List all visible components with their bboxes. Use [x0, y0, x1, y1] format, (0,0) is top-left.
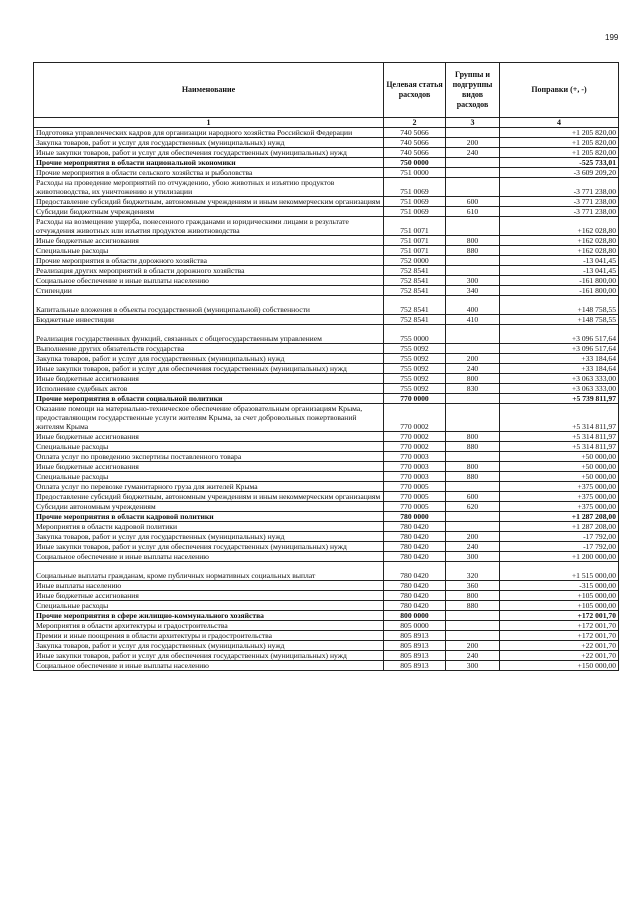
row-amendment-amount: +3 063 333,00 — [500, 374, 619, 384]
row-expense-group — [446, 128, 500, 138]
row-amendment-amount: +162 028,80 — [500, 217, 619, 236]
table-row — [34, 532, 619, 542]
row-name: Иные бюджетные ассигнования — [34, 462, 384, 472]
table-row — [34, 286, 619, 296]
row-amendment-amount: +172 001,70 — [500, 621, 619, 631]
row-name: Прочие мероприятия в области национальной экономики — [34, 158, 384, 168]
table-row — [34, 542, 619, 552]
row-amendment-amount: +105 000,00 — [500, 601, 619, 611]
row-target-article: 751 0071 — [384, 246, 446, 256]
row-target-article: 740 5066 — [384, 148, 446, 158]
row-target-article: 780 0420 — [384, 601, 446, 611]
row-amendment-amount: +162 028,80 — [500, 236, 619, 246]
row-name: Специальные расходы — [34, 442, 384, 452]
table-row — [34, 442, 619, 452]
row-target-article: 780 0420 — [384, 552, 446, 562]
row-name: Закупка товаров, работ и услуг для государственных (муниципальных) нужд — [34, 138, 384, 148]
row-target-article: 751 0071 — [384, 217, 446, 236]
row-name: Прочие мероприятия в области дорожного хозяйства — [34, 256, 384, 266]
row-name: Прочие мероприятия в области кадровой политики — [34, 512, 384, 522]
row-target-article: 780 0420 — [384, 581, 446, 591]
section-total-row — [34, 512, 619, 522]
row-target-article: 780 0420 — [384, 562, 446, 581]
row-name: Закупка товаров, работ и услуг для государственных (муниципальных) нужд — [34, 354, 384, 364]
table-row — [34, 178, 619, 197]
table-body — [34, 128, 619, 671]
row-target-article: 740 5066 — [384, 128, 446, 138]
row-name: Расходы на возмещение ущерба, понесенного гражданами и юридическими лицами в результате отчуждения животных или изъятия продуктов животноводства — [34, 217, 384, 236]
table-row — [34, 482, 619, 492]
row-amendment-amount: +22 001,70 — [500, 641, 619, 651]
row-expense-group: 300 — [446, 276, 500, 286]
table-row — [34, 168, 619, 178]
row-expense-group: 200 — [446, 641, 500, 651]
row-name: Реализация других мероприятий в области дорожного хозяйства — [34, 266, 384, 276]
row-expense-group — [446, 512, 500, 522]
table-row — [34, 266, 619, 276]
row-target-article: 805 8913 — [384, 641, 446, 651]
row-name: Оплата услуг по перевозке гуманитарного груза для жителей Крыма — [34, 482, 384, 492]
row-name: Иные бюджетные ассигнования — [34, 236, 384, 246]
table-row — [34, 472, 619, 482]
row-target-article: 780 0000 — [384, 512, 446, 522]
row-name: Социальное обеспечение и иные выплаты населению — [34, 276, 384, 286]
table-row — [34, 128, 619, 138]
row-expense-group: 620 — [446, 502, 500, 512]
header-target-article: Целевая статья расходов — [384, 63, 446, 118]
row-expense-group — [446, 452, 500, 462]
row-expense-group — [446, 158, 500, 168]
header-amendments: Поправки (+, -) — [500, 63, 619, 118]
row-target-article: 780 0420 — [384, 542, 446, 552]
row-name: Бюджетные инвестиции — [34, 315, 384, 325]
row-amendment-amount: +375 000,00 — [500, 482, 619, 492]
table-row — [34, 651, 619, 661]
row-target-article: 751 0000 — [384, 168, 446, 178]
row-name: Выполнение других обязательств государства — [34, 344, 384, 354]
row-expense-group: 800 — [446, 462, 500, 472]
row-target-article: 752 0000 — [384, 256, 446, 266]
row-name: Иные бюджетные ассигнования — [34, 591, 384, 601]
row-amendment-amount: +3 063 333,00 — [500, 384, 619, 394]
row-expense-group — [446, 631, 500, 641]
row-amendment-amount: -13 041,45 — [500, 256, 619, 266]
row-amendment-amount: +162 028,80 — [500, 246, 619, 256]
table-row — [34, 522, 619, 532]
row-target-article: 751 0069 — [384, 207, 446, 217]
row-target-article: 780 0420 — [384, 532, 446, 542]
page-number: 199 — [605, 33, 619, 42]
row-expense-group: 880 — [446, 601, 500, 611]
row-target-article: 750 0000 — [384, 158, 446, 168]
row-target-article: 805 8913 — [384, 661, 446, 671]
row-amendment-amount: -525 733,01 — [500, 158, 619, 168]
row-target-article: 752 8541 — [384, 315, 446, 325]
table-row — [34, 452, 619, 462]
row-expense-group — [446, 168, 500, 178]
row-expense-group: 360 — [446, 581, 500, 591]
row-target-article: 752 8541 — [384, 286, 446, 296]
row-amendment-amount: +1 287 208,00 — [500, 522, 619, 532]
row-name: Субсидии бюджетным учреждениям — [34, 207, 384, 217]
row-expense-group — [446, 482, 500, 492]
row-expense-group — [446, 611, 500, 621]
row-target-article: 755 0000 — [384, 325, 446, 344]
row-target-article: 780 0420 — [384, 522, 446, 532]
column-number: 4 — [500, 118, 619, 128]
row-name: Прочие мероприятия в области социальной политики — [34, 394, 384, 404]
row-target-article: 755 0092 — [384, 384, 446, 394]
row-target-article: 751 0069 — [384, 197, 446, 207]
row-name: Предоставление субсидий бюджетным, автономным учреждениям и иным некоммерческим организациям — [34, 492, 384, 502]
table-row — [34, 552, 619, 562]
row-target-article: 770 0002 — [384, 432, 446, 442]
row-name: Расходы на проведение мероприятий по отчуждению, убою животных и изъятию продуктов животноводства, их уничтожению и утилизации — [34, 178, 384, 197]
table-row — [34, 207, 619, 217]
row-expense-group: 300 — [446, 552, 500, 562]
table-row — [34, 364, 619, 374]
row-target-article: 770 0005 — [384, 482, 446, 492]
row-target-article: 770 0005 — [384, 492, 446, 502]
column-number-row — [34, 118, 619, 128]
row-target-article: 805 8913 — [384, 651, 446, 661]
row-name: Специальные расходы — [34, 472, 384, 482]
row-amendment-amount: +150 000,00 — [500, 661, 619, 671]
row-amendment-amount: +1 200 000,00 — [500, 552, 619, 562]
table-row — [34, 562, 619, 581]
row-expense-group — [446, 266, 500, 276]
row-expense-group — [446, 217, 500, 236]
budget-amendments-table — [33, 62, 619, 671]
table-row — [34, 432, 619, 442]
table-header-row — [34, 63, 619, 118]
column-number: 2 — [384, 118, 446, 128]
row-expense-group: 200 — [446, 532, 500, 542]
row-expense-group: 600 — [446, 197, 500, 207]
table-row — [34, 236, 619, 246]
row-amendment-amount: +1 205 820,00 — [500, 138, 619, 148]
row-name: Иные закупки товаров, работ и услуг для обеспечения государственных (муниципальных) нужд — [34, 542, 384, 552]
table-row — [34, 502, 619, 512]
table-row — [34, 631, 619, 641]
row-amendment-amount: +22 001,70 — [500, 651, 619, 661]
row-amendment-amount: +3 096 517,64 — [500, 325, 619, 344]
row-name: Премии и иные поощрения в области архитектуры и градостроительства — [34, 631, 384, 641]
row-target-article: 770 0002 — [384, 442, 446, 452]
row-target-article: 755 0092 — [384, 354, 446, 364]
row-amendment-amount: +172 001,70 — [500, 611, 619, 621]
row-amendment-amount: +5 314 811,97 — [500, 432, 619, 442]
row-expense-group: 830 — [446, 384, 500, 394]
section-total-row — [34, 158, 619, 168]
row-name: Закупка товаров, работ и услуг для государственных (муниципальных) нужд — [34, 641, 384, 651]
row-amendment-amount: -161 800,00 — [500, 276, 619, 286]
row-expense-group: 800 — [446, 432, 500, 442]
row-expense-group: 410 — [446, 315, 500, 325]
row-amendment-amount: +375 000,00 — [500, 502, 619, 512]
table-row — [34, 404, 619, 432]
row-target-article: 770 0005 — [384, 502, 446, 512]
table-row — [34, 462, 619, 472]
row-expense-group — [446, 325, 500, 344]
row-expense-group — [446, 344, 500, 354]
row-amendment-amount: -3 771 238,00 — [500, 197, 619, 207]
row-target-article: 755 0092 — [384, 344, 446, 354]
column-number: 1 — [34, 118, 384, 128]
table-row — [34, 354, 619, 364]
table-row — [34, 492, 619, 502]
row-amendment-amount: +50 000,00 — [500, 452, 619, 462]
row-target-article: 805 8913 — [384, 631, 446, 641]
row-expense-group: 200 — [446, 354, 500, 364]
row-expense-group: 240 — [446, 364, 500, 374]
row-name: Мероприятия в области архитектуры и градостроительства — [34, 621, 384, 631]
row-expense-group — [446, 621, 500, 631]
table-row — [34, 641, 619, 651]
row-amendment-amount: +1 205 820,00 — [500, 148, 619, 158]
row-name: Оплата услуг по проведению экспертизы поставленного товара — [34, 452, 384, 462]
row-expense-group: 880 — [446, 472, 500, 482]
row-target-article: 770 0003 — [384, 472, 446, 482]
row-expense-group — [446, 522, 500, 532]
row-amendment-amount: +50 000,00 — [500, 472, 619, 482]
row-amendment-amount: -17 792,00 — [500, 532, 619, 542]
row-target-article: 755 0092 — [384, 364, 446, 374]
row-expense-group: 880 — [446, 442, 500, 452]
row-target-article: 805 0000 — [384, 621, 446, 631]
row-amendment-amount: +5 314 811,97 — [500, 404, 619, 432]
table-row — [34, 601, 619, 611]
row-expense-group: 800 — [446, 591, 500, 601]
row-name: Реализация государственных функций, связанных с общегосударственным управлением — [34, 325, 384, 344]
row-name: Капитальные вложения в объекты государственной (муниципальной) собственности — [34, 296, 384, 315]
table-row — [34, 661, 619, 671]
column-number: 3 — [446, 118, 500, 128]
row-expense-group: 320 — [446, 562, 500, 581]
row-name: Иные бюджетные ассигнования — [34, 374, 384, 384]
row-expense-group: 800 — [446, 374, 500, 384]
row-amendment-amount: -17 792,00 — [500, 542, 619, 552]
row-name: Прочие мероприятия в сфере жилищно-коммунального хозяйства — [34, 611, 384, 621]
row-name: Иные закупки товаров, работ и услуг для обеспечения государственных (муниципальных) нужд — [34, 148, 384, 158]
row-expense-group — [446, 256, 500, 266]
row-amendment-amount: +33 184,64 — [500, 354, 619, 364]
row-expense-group: 200 — [446, 138, 500, 148]
row-amendment-amount: -13 041,45 — [500, 266, 619, 276]
table-row — [34, 384, 619, 394]
table-row — [34, 344, 619, 354]
section-total-row — [34, 611, 619, 621]
row-expense-group: 300 — [446, 661, 500, 671]
row-target-article: 752 8541 — [384, 266, 446, 276]
row-name: Прочие мероприятия в области сельского хозяйства и рыболовства — [34, 168, 384, 178]
header-name: Наименование — [34, 63, 384, 118]
row-amendment-amount: +5 739 811,97 — [500, 394, 619, 404]
row-amendment-amount: +148 758,55 — [500, 315, 619, 325]
row-name: Подготовка управленческих кадров для организации народного хозяйства Российской Федерации — [34, 128, 384, 138]
table-row — [34, 256, 619, 266]
row-expense-group — [446, 404, 500, 432]
row-target-article: 752 8541 — [384, 296, 446, 315]
row-amendment-amount: +105 000,00 — [500, 591, 619, 601]
row-amendment-amount: +3 096 517,64 — [500, 344, 619, 354]
row-expense-group — [446, 394, 500, 404]
table-row — [34, 148, 619, 158]
row-name: Иные бюджетные ассигнования — [34, 432, 384, 442]
table-row — [34, 591, 619, 601]
row-target-article: 800 0000 — [384, 611, 446, 621]
row-expense-group: 240 — [446, 148, 500, 158]
row-amendment-amount: +172 001,70 — [500, 631, 619, 641]
row-expense-group: 240 — [446, 542, 500, 552]
row-name: Специальные расходы — [34, 246, 384, 256]
row-name: Социальное обеспечение и иные выплаты населению — [34, 552, 384, 562]
table-row — [34, 246, 619, 256]
row-amendment-amount: -161 800,00 — [500, 286, 619, 296]
row-target-article: 752 8541 — [384, 276, 446, 286]
row-expense-group: 800 — [446, 236, 500, 246]
row-expense-group: 880 — [446, 246, 500, 256]
table-row — [34, 374, 619, 384]
row-amendment-amount: +1 287 208,00 — [500, 512, 619, 522]
row-target-article: 751 0069 — [384, 178, 446, 197]
row-amendment-amount: +1 515 000,00 — [500, 562, 619, 581]
row-expense-group — [446, 178, 500, 197]
row-name: Иные выплаты населению — [34, 581, 384, 591]
table-row — [34, 217, 619, 236]
row-amendment-amount: -3 771 238,00 — [500, 207, 619, 217]
row-name: Специальные расходы — [34, 601, 384, 611]
row-target-article: 770 0002 — [384, 404, 446, 432]
row-target-article: 780 0420 — [384, 591, 446, 601]
row-amendment-amount: +50 000,00 — [500, 462, 619, 472]
row-amendment-amount: +33 184,64 — [500, 364, 619, 374]
row-amendment-amount: +1 205 820,00 — [500, 128, 619, 138]
row-expense-group: 340 — [446, 286, 500, 296]
row-amendment-amount: -3 609 209,20 — [500, 168, 619, 178]
row-amendment-amount: +5 314 811,97 — [500, 442, 619, 452]
row-target-article: 740 5066 — [384, 138, 446, 148]
row-amendment-amount: +375 000,00 — [500, 492, 619, 502]
row-expense-group: 240 — [446, 651, 500, 661]
table-row — [34, 197, 619, 207]
row-name: Мероприятия в области кадровой политики — [34, 522, 384, 532]
row-name: Иные закупки товаров, работ и услуг для обеспечения государственных (муниципальных) нужд — [34, 364, 384, 374]
row-name: Субсидии автономным учреждениям — [34, 502, 384, 512]
row-name: Закупка товаров, работ и услуг для государственных (муниципальных) нужд — [34, 532, 384, 542]
table-row — [34, 138, 619, 148]
table-row — [34, 325, 619, 344]
row-target-article: 751 0071 — [384, 236, 446, 246]
row-name: Исполнение судебных актов — [34, 384, 384, 394]
header-expense-groups: Группы и подгруппы видов расходов — [446, 63, 500, 118]
table-row — [34, 276, 619, 286]
row-name: Оказание помощи на материально-техническое обеспечение образовательным организациям Крыма, предоставляющим государственные услуги жителям Крыма, за счет добровольных пожертвований жителям Крыма — [34, 404, 384, 432]
row-target-article: 770 0000 — [384, 394, 446, 404]
row-expense-group: 610 — [446, 207, 500, 217]
row-expense-group: 600 — [446, 492, 500, 502]
row-name: Социальное обеспечение и иные выплаты населению — [34, 661, 384, 671]
table-row — [34, 621, 619, 631]
row-target-article: 755 0092 — [384, 374, 446, 384]
table-row — [34, 315, 619, 325]
row-expense-group: 400 — [446, 296, 500, 315]
row-name: Иные закупки товаров, работ и услуг для обеспечения государственных (муниципальных) нужд — [34, 651, 384, 661]
section-total-row — [34, 394, 619, 404]
row-name: Социальные выплаты гражданам, кроме публичных нормативных социальных выплат — [34, 562, 384, 581]
table-row — [34, 296, 619, 315]
table-row — [34, 581, 619, 591]
row-target-article: 770 0003 — [384, 462, 446, 472]
row-amendment-amount: -315 000,00 — [500, 581, 619, 591]
row-target-article: 770 0003 — [384, 452, 446, 462]
row-name: Стипендии — [34, 286, 384, 296]
row-name: Предоставление субсидий бюджетным, автономным учреждениям и иным некоммерческим организациям — [34, 197, 384, 207]
row-amendment-amount: +148 758,55 — [500, 296, 619, 315]
row-amendment-amount: -3 771 238,00 — [500, 178, 619, 197]
